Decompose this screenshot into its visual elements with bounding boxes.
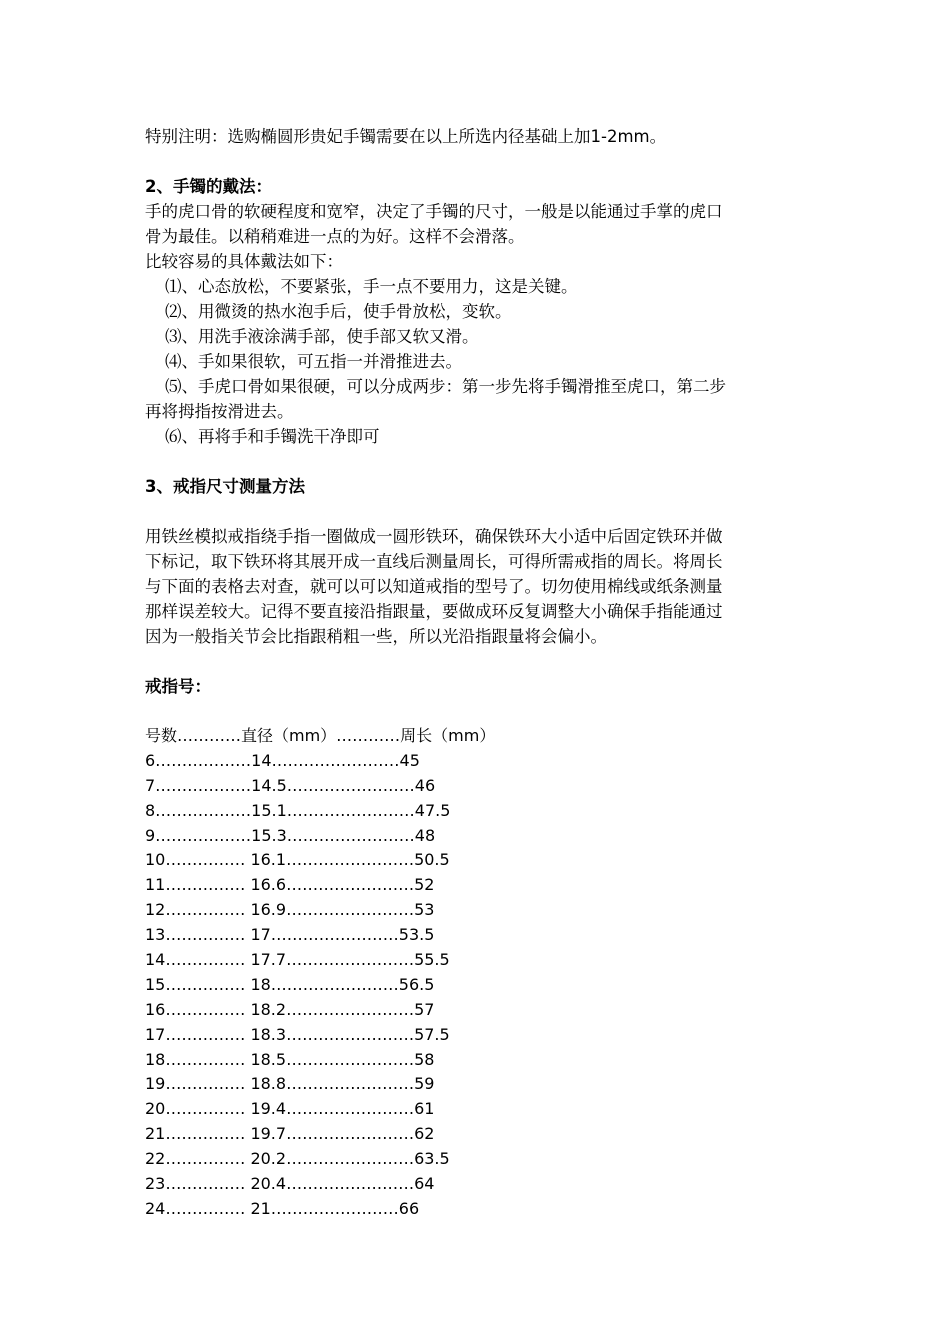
ring-table-row: 17…………… 18.3……………………57.5	[145, 1024, 450, 1044]
step-item: ⑵、用微烫的热水泡手后，使手骨放松，变软。	[165, 302, 512, 321]
ring-table-row: 13…………… 17……………………53.5	[145, 925, 435, 945]
ring-table-row: 15…………… 18……………………56.5	[145, 974, 435, 994]
section3-para-line: 那样误差较大。记得不要直接沿指跟量，要做成环反复调整大小确保手指能通过	[145, 602, 723, 621]
ring-table-row: 8………………15.1……………………47.5	[145, 800, 451, 820]
ring-table-row: 23…………… 20.4……………………64	[145, 1174, 435, 1194]
ring-table-header: 号数…………直径（mm）…………周长（mm）	[145, 726, 496, 745]
spacer	[145, 649, 815, 674]
section3-para-line: 下标记，取下铁环将其展开成一直线后测量周长，可得所需戒指的周长。将周长	[145, 552, 723, 571]
step-item: ⑷、手如果很软，可五指一并滑推进去。	[165, 352, 462, 371]
section3-para-line: 用铁丝模拟戒指绕手指一圈做成一圆形铁环，确保铁环大小适中后固定铁环并做	[145, 527, 723, 546]
step-item: ⑴、心态放松，不要紧张，手一点不要用力，这是关键。	[165, 277, 578, 296]
ring-table-row: 11…………… 16.6……………………52	[145, 875, 435, 895]
section2-para-line: 手的虎口骨的软硬程度和宽窄，决定了手镯的尺寸，一般是以能通过手掌的虎口	[145, 202, 723, 221]
section2-heading: 2、手镯的戴法：	[145, 177, 272, 196]
spacer	[145, 149, 815, 174]
ring-table-row: 18…………… 18.5……………………58	[145, 1049, 435, 1069]
ring-table-row: 9………………15.3……………………48	[145, 825, 436, 845]
section2-para-line: 骨为最佳。以稍稍难进一点的为好。这样不会滑落。	[145, 227, 525, 246]
section3-para-line: 因为一般指关节会比指跟稍粗一些，所以光沿指跟量将会偏小。	[145, 627, 607, 646]
spacer	[145, 449, 815, 474]
section2-intro: 比较容易的具体戴法如下：	[145, 252, 343, 271]
ring-table-row: 20…………… 19.4……………………61	[145, 1099, 435, 1119]
step-item-continuation: 再将拇指按滑进去。	[145, 402, 294, 421]
ring-table-row: 10…………… 16.1……………………50.5	[145, 850, 450, 870]
section3-para-line: 与下面的表格去对查，就可以可以知道戒指的型号了。切勿使用棉线或纸条测量	[145, 577, 723, 596]
step-item: ⑹、再将手和手镯洗干净即可	[165, 427, 380, 446]
step-item: ⑶、用洗手液涂满手部，使手部又软又滑。	[165, 327, 479, 346]
special-note: 特别注明：选购椭圆形贵妃手镯需要在以上所选内径基础上加1-2mm。	[145, 127, 667, 146]
ring-table-row: 12…………… 16.9……………………53	[145, 900, 435, 920]
ring-table-row: 21…………… 19.7……………………62	[145, 1124, 435, 1144]
ring-table-row: 14…………… 17.7……………………55.5	[145, 950, 450, 970]
section3-heading: 3、戒指尺寸测量方法	[145, 477, 305, 496]
spacer	[145, 499, 815, 524]
step-item: ⑸、手虎口骨如果很硬，可以分成两步：第一步先将手镯滑推至虎口，第二步	[165, 377, 726, 396]
spacer	[145, 699, 815, 724]
ring-size-heading: 戒指号：	[145, 677, 211, 696]
ring-table-row: 7………………14.5……………………46	[145, 775, 436, 795]
document-page	[145, 124, 815, 1222]
ring-table-row: 19…………… 18.8……………………59	[145, 1074, 435, 1094]
ring-table-row: 24…………… 21……………………66	[145, 1198, 420, 1218]
ring-table-row: 16…………… 18.2……………………57	[145, 999, 435, 1019]
ring-size-table	[145, 724, 815, 1222]
ring-table-row: 6………………14……………………45	[145, 750, 420, 770]
ring-table-row: 22…………… 20.2……………………63.5	[145, 1149, 450, 1169]
